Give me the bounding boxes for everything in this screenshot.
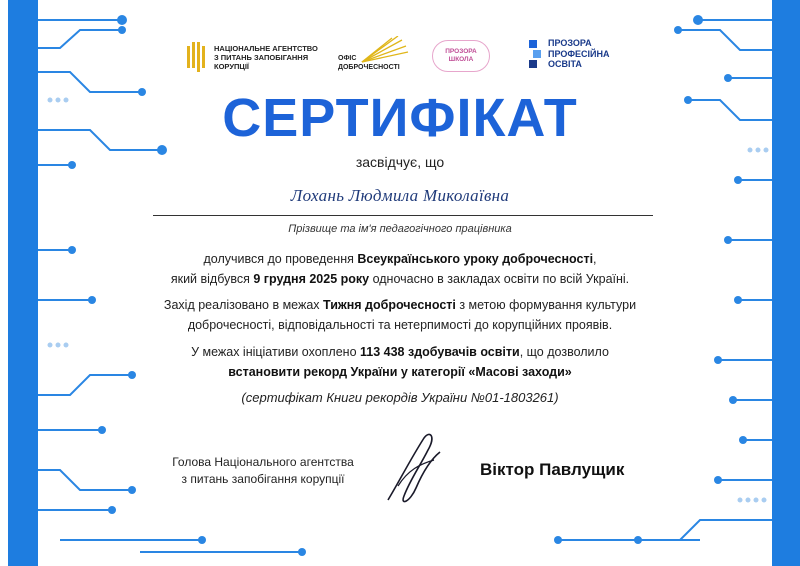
nazk-logo-line-2: З ПИТАНЬ ЗАПОБІГАННЯ xyxy=(214,52,309,62)
integrity-office-line-2: ДОБРОЧЕСНОСТІ xyxy=(338,64,400,71)
partner-logos xyxy=(180,38,650,82)
p1-text-2: , xyxy=(593,252,597,266)
p1-lesson-name: Всеукраїнського уроку доброчесності xyxy=(357,252,594,266)
nazk-emblem-icon xyxy=(186,40,208,74)
nazk-logo-line-1: НАЦІОНАЛЬНЕ АГЕНТСТВО xyxy=(214,43,318,53)
recipient-name: Лохань Людмила Миколаївна xyxy=(290,186,510,205)
p1-text-1: долучився до проведення xyxy=(203,252,358,266)
name-caption: Прізвище та ім'я педагогічного працівника xyxy=(288,223,512,235)
name-underline xyxy=(153,215,653,216)
pro-education-line-1: ПРОЗОРА xyxy=(548,38,592,49)
signatory-title-line-1: Голова Національного агентства xyxy=(172,455,354,469)
p3-text-2: , що дозволило xyxy=(519,345,609,359)
p1-date: 9 грудня 2025 року xyxy=(253,272,370,286)
participation-paragraph xyxy=(0,249,800,289)
signatory-name: Віктор Павлущик xyxy=(480,460,625,479)
transparent-school-logo xyxy=(432,40,490,72)
blocks-icon xyxy=(528,38,544,70)
p2-text-2: з метою формування культури xyxy=(455,298,637,312)
pro-education-line-2: ПРОФЕСІЙНА xyxy=(548,48,610,59)
handwritten-signature xyxy=(380,430,450,510)
p2-text-1: Захід реалізовано в межах xyxy=(163,298,324,312)
p2-text-3: доброчесності, відповідальності та нетерпимості до корупційних проявів. xyxy=(187,318,613,332)
certifies-text: засвідчує, що xyxy=(355,154,445,170)
nazk-logo xyxy=(186,40,318,74)
record-paragraph xyxy=(0,342,800,382)
certificate-title: СЕРТИФІКАТ xyxy=(222,88,578,148)
p3-learners-count: 113 438 здобувачів освіти xyxy=(360,345,520,359)
record-certificate-note: (сертифікат Книги рекордів України №01-1803261) xyxy=(241,390,559,405)
p1-text-3: який відбувся xyxy=(170,272,254,286)
nazk-logo-line-3: КОРУПЦІЇ xyxy=(214,61,250,71)
integrity-office-line-1: ОФІС xyxy=(338,55,357,62)
pro-education-line-3: ОСВІТА xyxy=(548,59,582,70)
event-paragraph xyxy=(0,295,800,335)
signatory-title-line-2: з питань запобігання корупції xyxy=(181,472,345,486)
transparent-school-line-2: ШКОЛА xyxy=(448,56,474,63)
integrity-office-logo xyxy=(338,44,400,72)
p3-text-1: У межах ініціативи охоплено xyxy=(191,345,361,359)
signatory-title xyxy=(148,454,378,488)
p3-record-category: встановити рекорд України у категорії «Масові заходи» xyxy=(228,365,572,379)
transparent-professional-education-logo xyxy=(528,38,610,70)
transparent-school-line-1: ПРОЗОРА xyxy=(445,48,477,55)
p2-week-name: Тижня доброчесності xyxy=(323,298,456,312)
p1-text-4: одночасно в закладах освіти по всій Україні. xyxy=(369,272,630,286)
